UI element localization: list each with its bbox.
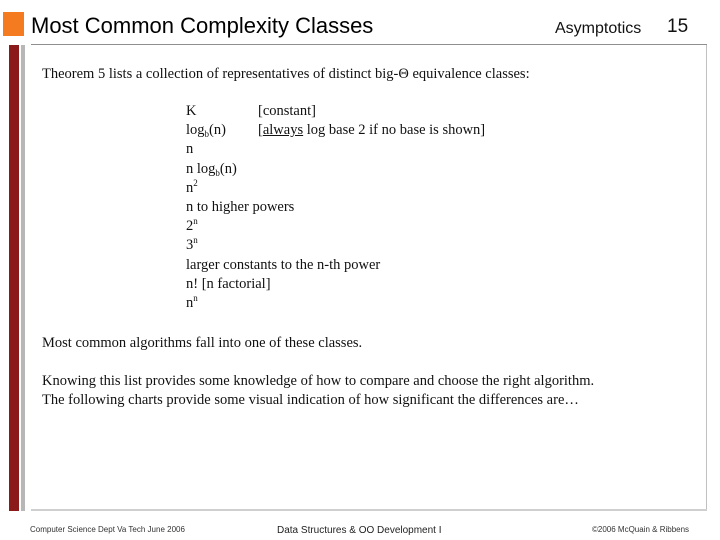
knowing-line-1: Knowing this list provides some knowledge of how to compare and choose the right algorithm. — [42, 373, 595, 389]
intro-text: Theorem 5 lists a collection of representatives of distinct big-Θ equivalence classes: — [42, 66, 530, 82]
list-item-nlogn: n $\log_b(n)$ — [186, 160, 237, 178]
list-item-exp2: 2$^n$ — [186, 216, 198, 235]
list-item-higher-powers: n to higher powers — [186, 198, 295, 215]
list-item-exp3: 3$^n$ — [186, 235, 198, 254]
complexity-class-list — [186, 102, 486, 313]
slide-title: Most Common Complexity Classes — [31, 13, 374, 38]
header-divider — [31, 44, 707, 45]
page-number: 15 — [667, 16, 689, 37]
list-item-n-to-n: $n^n$ — [186, 292, 198, 311]
bottom-divider — [31, 509, 707, 511]
constant-note: [constant] — [258, 103, 316, 119]
always-emphasis: always — [262, 122, 304, 139]
left-red-bar — [9, 45, 19, 511]
list-item-constant — [186, 102, 380, 121]
footer-center: Data Structures & OO Development I — [277, 525, 442, 536]
list-item-linear: n — [186, 141, 194, 158]
left-gray-bar — [21, 45, 25, 511]
common-text: Most common algorithms fall into one of these classes. — [42, 335, 363, 351]
list-item-quadratic: $n^2$ — [186, 177, 198, 196]
list-item-larger-constants: larger constants to the n-th power — [186, 256, 381, 273]
section-label: Asymptotics — [555, 20, 642, 37]
log-term: $\log_b(n)$ — [186, 122, 226, 140]
orange-accent-square — [3, 12, 24, 36]
footer-left: Computer Science Dept Va Tech June 2006 — [30, 525, 185, 534]
constant-term: K — [186, 103, 197, 119]
list-item-log — [186, 121, 486, 140]
list-item-factorial: n! [n factorial] — [186, 275, 271, 292]
knowing-line-2: The following charts provide some visual indication of how significant the differences are… — [42, 392, 579, 408]
log-note: [always log base 2 if no base is shown] — [258, 122, 486, 139]
right-border — [706, 45, 707, 509]
footer-right: ©2006 McQuain & Ribbens — [592, 525, 690, 534]
